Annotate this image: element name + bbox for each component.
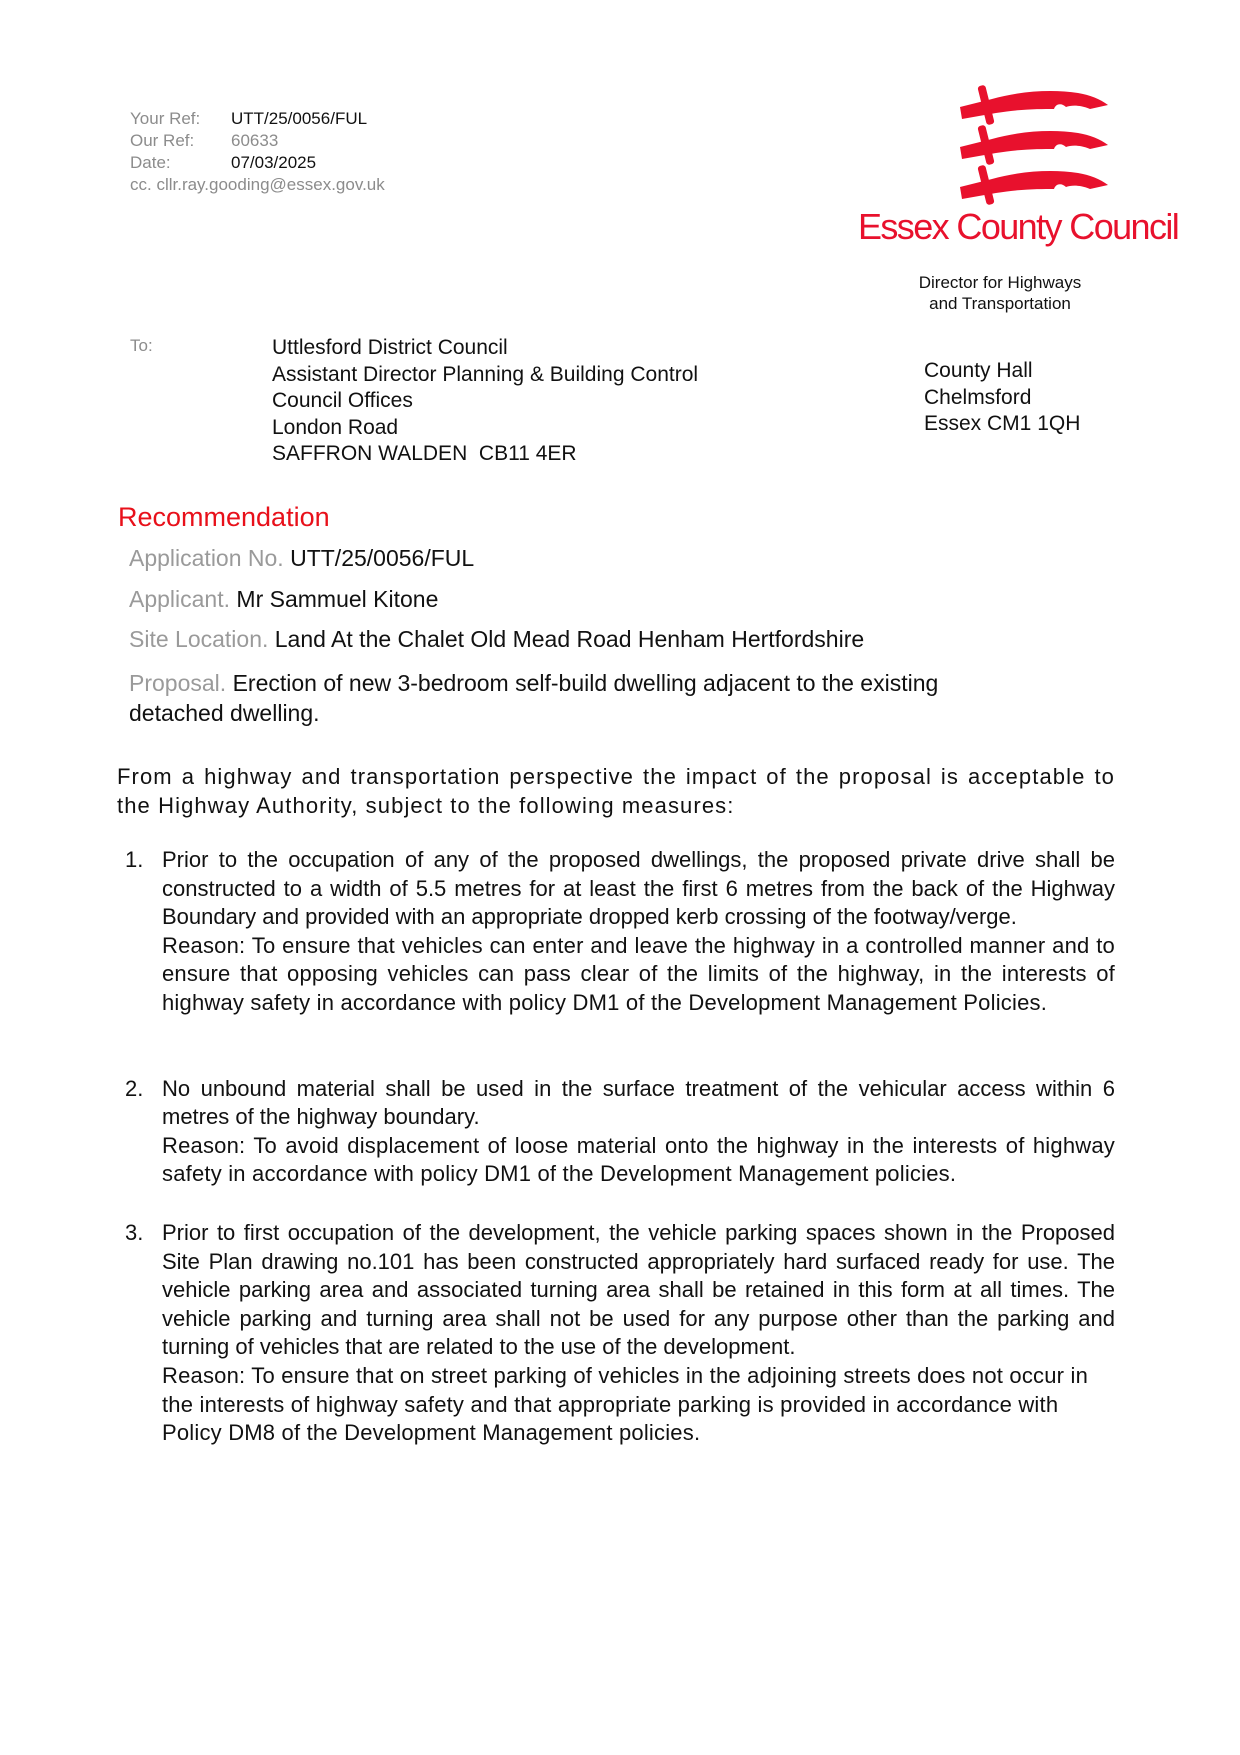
condition-reason: Reason: To avoid displacement of loose material onto the highway in the interests of highway safety in accordance with policy DM1 of the Development Management policies.: [162, 1132, 1115, 1187]
our-ref-label: Our Ref:: [130, 131, 195, 150]
field-value: Land At the Chalet Old Mead Road Henham Hertfordshire: [274, 626, 865, 652]
field-label: Application No.: [129, 545, 284, 571]
your-ref-row: [130, 108, 385, 130]
date-row: [130, 152, 385, 174]
our-ref-row: [130, 130, 385, 152]
field-value: UTT/25/0056/FUL: [290, 545, 475, 571]
field-value: Mr Sammuel Kitone: [236, 586, 439, 612]
condition-text: No unbound material shall be used in the surface treatment of the vehicular access within 6 metres of the highway boundary.: [162, 1075, 1115, 1130]
sender-line: Essex CM1 1QH: [924, 412, 1081, 435]
your-ref-label: Your Ref:: [130, 109, 201, 128]
reference-block: [130, 108, 385, 196]
to-label: To:: [130, 336, 153, 355]
recipient-line: SAFFRON WALDEN CB11 4ER: [272, 442, 577, 465]
date-label: Date:: [130, 153, 171, 172]
brand-name: Essex County Council: [858, 206, 1179, 247]
condition-number: 1.: [125, 847, 144, 872]
condition-item: [117, 846, 1115, 1018]
site-location-field: [129, 626, 864, 653]
applicant-field: [129, 586, 438, 613]
director-title: [880, 272, 1120, 314]
recipient-line: Council Offices: [272, 389, 413, 412]
condition-item: [117, 1075, 1115, 1189]
condition-number: 3.: [125, 1219, 144, 1245]
recipient-line: London Road: [272, 415, 399, 439]
condition-reason: Reason: To ensure that on street parking of vehicles in the adjoining streets does not occur in the interests of highway safety and that appropriate parking is provided in accordance with Policy DM8 of the Development Management policies.: [162, 1362, 1089, 1446]
conditions-list: [117, 846, 1115, 1448]
condition-text: Prior to the occupation of any of the proposed dwellings, the proposed private drive shall be constructed to a width of 5.5 metres for at least the first 6 metres from the back of the Highway Boundary and provided with an appropriate dropped kerb crossing of the footway/verge.: [162, 847, 1115, 930]
field-label: Site Location.: [129, 626, 269, 652]
recipient-address: [272, 335, 698, 468]
sender-address: [924, 358, 1080, 438]
condition-item: [117, 1219, 1115, 1448]
cc-line: cc. cllr.ray.gooding@essex.gov.uk: [130, 175, 385, 194]
field-value: Erection of new 3-bedroom self-build dwelling adjacent to the existing detached dwelling.: [129, 670, 939, 726]
recipient-line: Assistant Director Planning & Building Control: [272, 362, 699, 386]
recipient-line: Uttlesford District Council: [272, 336, 508, 359]
sender-line: Chelmsford: [924, 385, 1032, 409]
condition-text: Prior to first occupation of the development, the vehicle parking spaces shown in the Proposed Site Plan drawing no.101 has been constructed appropriately hard surfaced ready for use. The vehicle parking area and associated turning area shall be retained in this form at all times. The vehicle parking and turning area shall not be used for any purpose other than the parking and turning of vehicles that are related to the use of the development.: [162, 1219, 1115, 1360]
director-line-1: Director for Highways: [918, 273, 1082, 292]
director-line-2: and Transportation: [929, 294, 1071, 313]
proposal-field: [129, 668, 959, 728]
date-value: 07/03/2025: [231, 153, 317, 172]
our-ref-value: 60633: [231, 131, 279, 150]
your-ref-value: UTT/25/0056/FUL: [231, 109, 368, 128]
field-label: Proposal.: [129, 670, 227, 696]
essex-seaxes-icon: [940, 85, 1130, 205]
sender-line: County Hall: [924, 359, 1033, 382]
condition-reason: Reason: To ensure that vehicles can enter and leave the highway in a controlled manner and to ensure that opposing vehicles can pass clear of the limits of the highway, in the interests of highway safety in accordance with policy DM1 of the Development Management Policies.: [162, 932, 1115, 1015]
intro-paragraph: From a highway and transportation perspective the impact of the proposal is acceptable to the Highway Authority, subject to the following measures:: [117, 764, 1115, 818]
recommendation-heading: Recommendation: [118, 502, 330, 532]
field-label: Applicant.: [129, 586, 231, 612]
application-no-field: [129, 545, 474, 572]
condition-number: 2.: [125, 1075, 144, 1101]
